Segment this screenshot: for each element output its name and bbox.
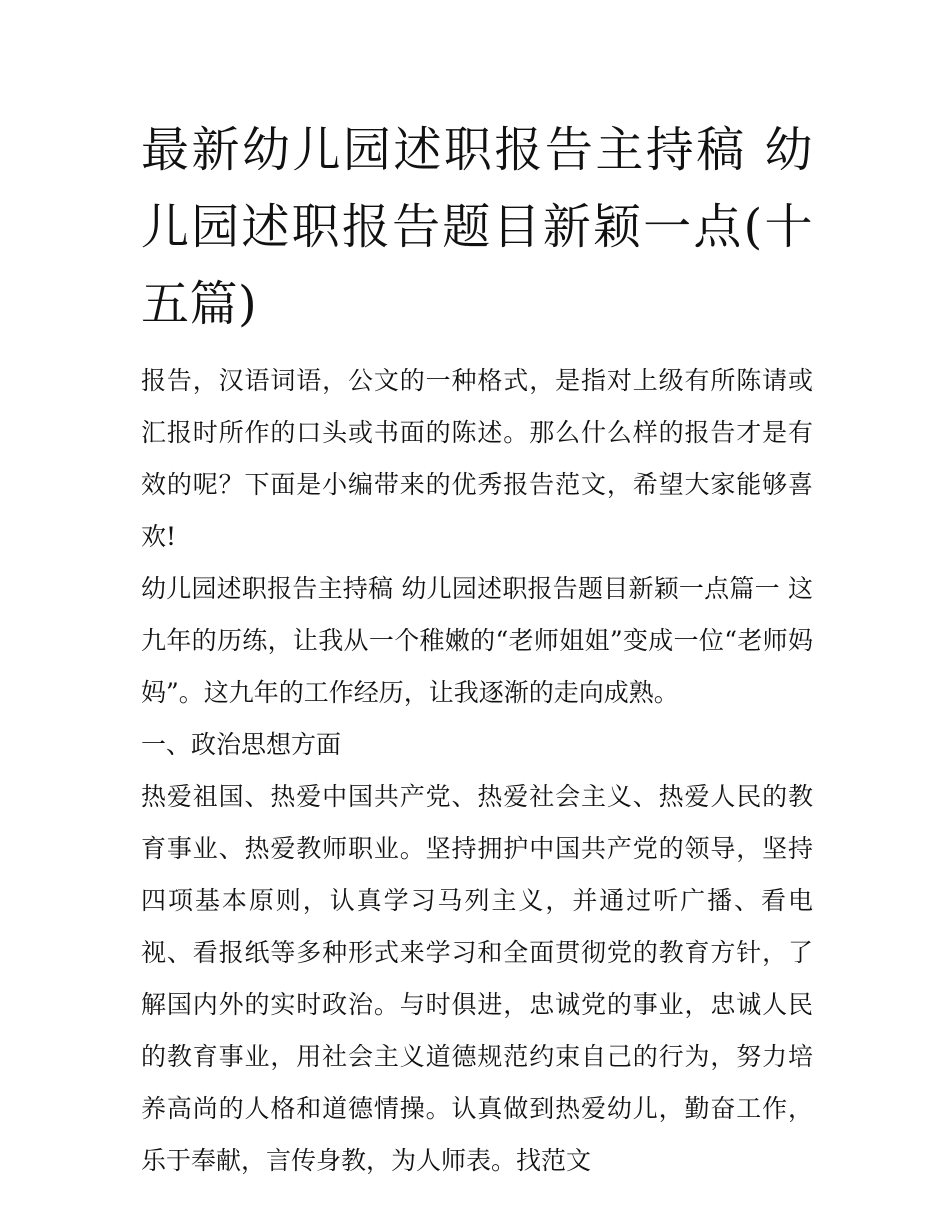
intro-paragraph: 报告，汉语词语，公文的一种格式，是指对上级有所陈请或汇报时所作的口头或书面的陈述。那么什么样的报告才是有效的呢？下面是小编带来的优秀报告范文，希望大家能够喜欢! xyxy=(141,366,813,551)
political-thought-paragraph: 热爱祖国、热爱中国共产党、热爱社会主义、热爱人民的教育事业、热爱教师职业。坚持拥护中国共产党的领导，坚持四项基本原则，认真学习马列主义，并通过听广播、看电视、看报纸等多种形式来学习和全面贯彻党的教育方针，了解国内外的实时政治。与时俱进，忠诚党的事业，忠诚人民的教育事业，用社会主义道德规范约束自己的行为，努力培养高尚的人格和道德情操。认真做到热爱幼儿，勤奋工作，乐于奉献，言传身教，为人师表。找范文 xyxy=(141,782,813,1175)
section-one-opening-paragraph: 幼儿园述职报告主持稿 幼儿园述职报告题目新颖一点篇一 这九年的历练，让我从一个稚嫩的“老师姐姐”变成一位“老师妈妈”。这九年的工作经历，让我逐渐的走向成熟。 xyxy=(141,574,813,707)
document-title: 最新幼儿园述职报告主持稿 幼儿园述职报告题目新颖一点(十五篇) xyxy=(141,122,813,332)
document-body xyxy=(141,355,813,1187)
section-heading-political-thought: 一、政治思想方面 xyxy=(141,730,342,759)
document-page xyxy=(141,112,813,1187)
